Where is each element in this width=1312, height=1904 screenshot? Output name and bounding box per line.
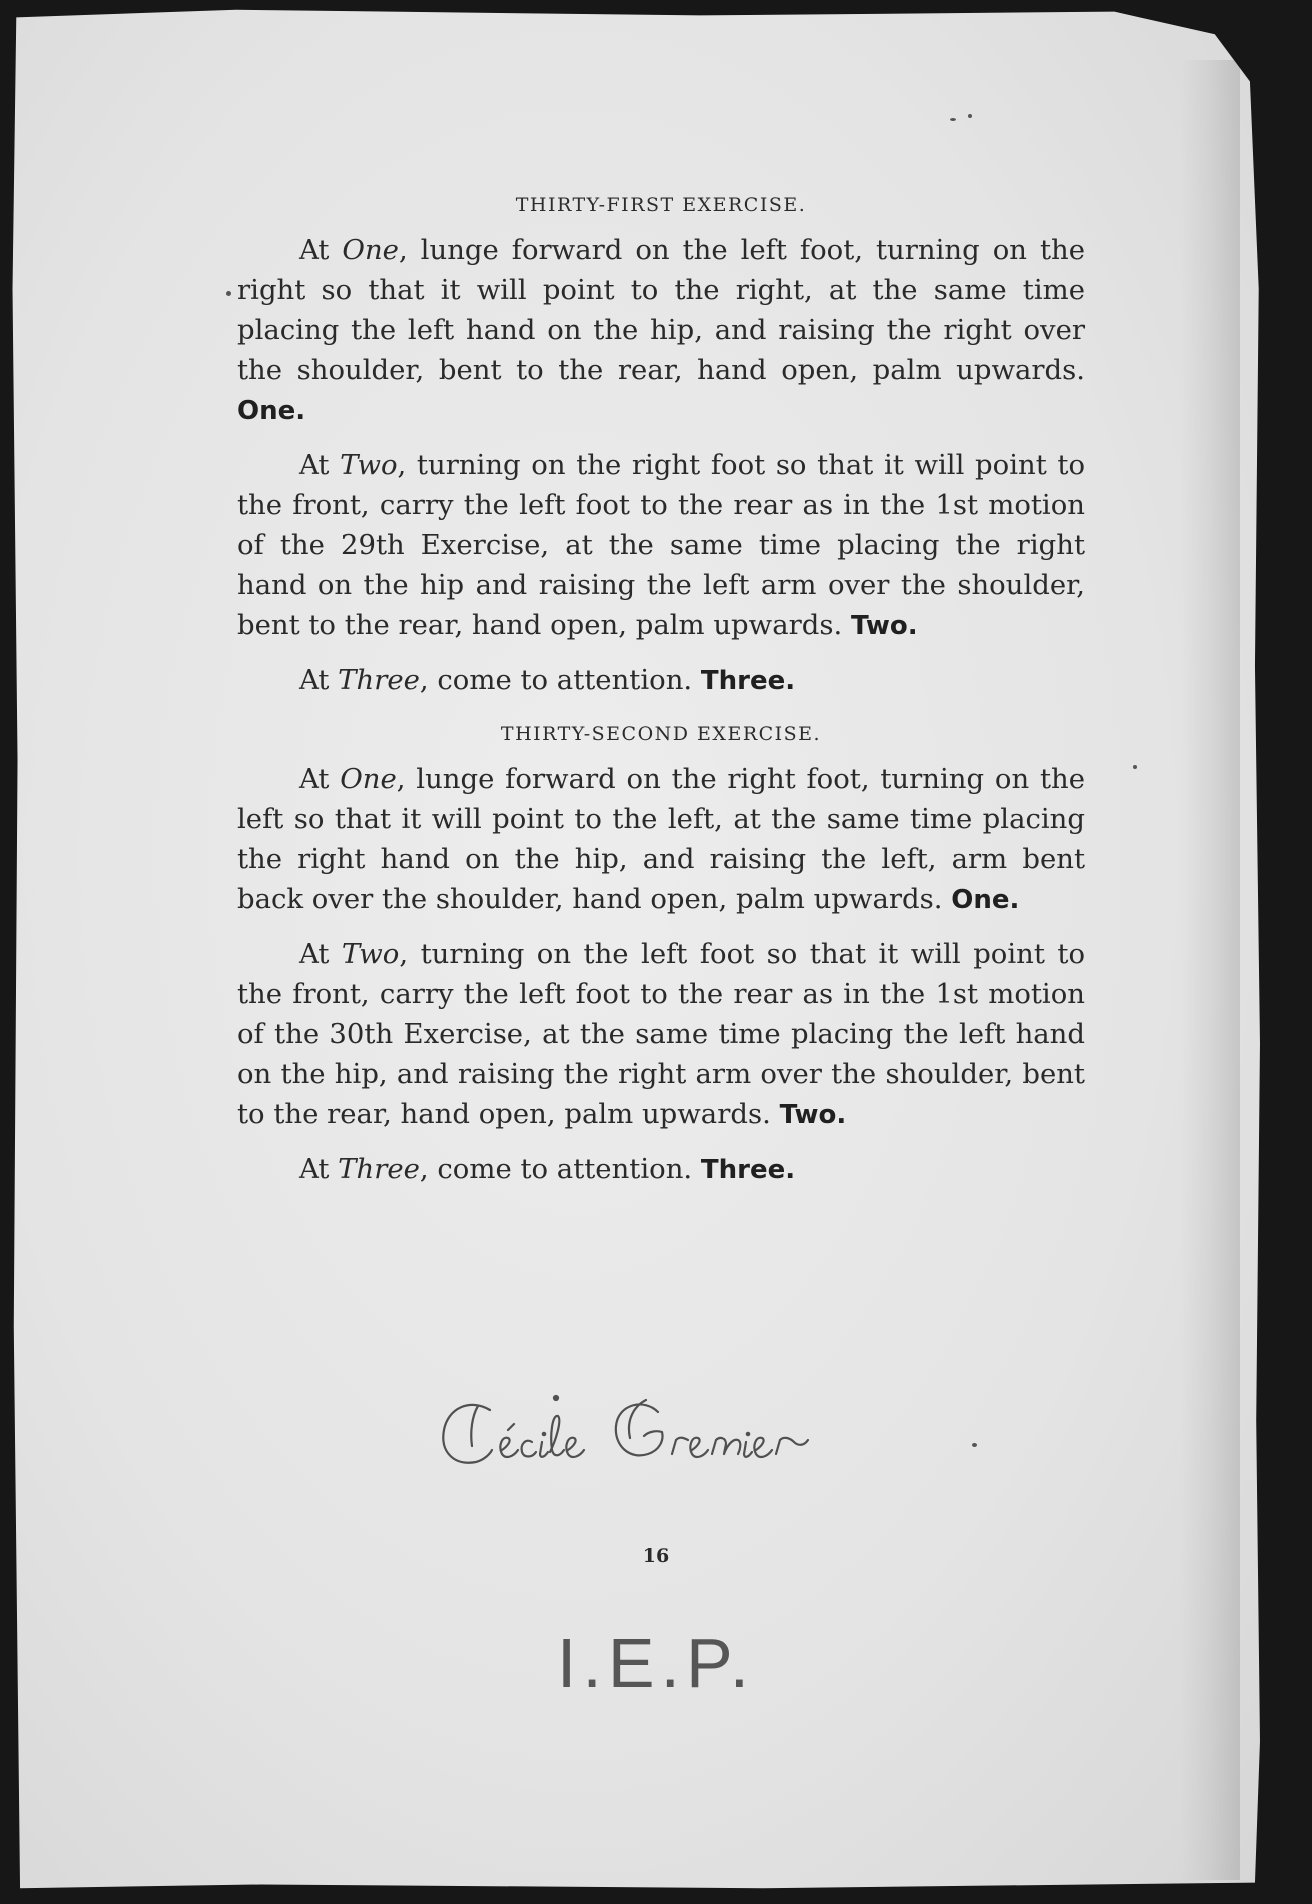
paragraph-prefix: At: [299, 449, 341, 481]
scan-speck: [1133, 765, 1137, 769]
scan-speck: [972, 1443, 977, 1447]
page-text-block: [237, 190, 1085, 1204]
paragraph-32-one: [237, 759, 1085, 920]
paragraph-body: , come to attention.: [419, 1153, 701, 1185]
paragraph-prefix: At: [299, 664, 339, 696]
command-word: One.: [951, 885, 1020, 915]
command-word: Three.: [700, 666, 796, 696]
paragraph-prefix: At: [299, 938, 342, 970]
paragraph-prefix: At: [299, 763, 341, 795]
library-stamp: I.E.P.: [556, 1624, 756, 1702]
paragraph-body: , turning on the left foot so that it will point to the front, carry the left foot to the rear as in the 1st motion of the 30th Exercise, at the same time placing the left hand on the hip, and raising the right arm over the shoulder, bent to the rear, hand open, palm upwards.: [237, 938, 1085, 1130]
paragraph-count-word: Two: [341, 938, 400, 970]
scan-speck: [226, 291, 231, 296]
paragraph-prefix: At: [299, 1153, 339, 1185]
paragraph-count-word: One: [340, 763, 397, 795]
paragraph-32-three: [237, 1149, 1085, 1190]
paragraph-31-three: [237, 660, 1085, 701]
scan-speck: [968, 114, 972, 118]
command-word: One.: [237, 396, 306, 426]
paragraph-body: , lunge forward on the left foot, turning on the right so that it will point to the right, at the same time placing the left hand on the hip, and raising the right over the shoulder, bent to the rear, hand open, palm upwards.: [237, 234, 1085, 386]
scan-speck: [950, 118, 956, 121]
paragraph-count-word: One: [342, 234, 399, 266]
command-word: Three.: [700, 1155, 796, 1185]
handwritten-signature: [420, 1380, 880, 1490]
paragraph-body: , come to attention.: [419, 664, 701, 696]
paragraph-count-word: Three: [338, 1153, 420, 1185]
paragraph-prefix: At: [299, 234, 343, 266]
paragraph-count-word: Three: [338, 664, 420, 696]
paragraph-31-two: [237, 445, 1085, 646]
command-word: Two.: [850, 611, 918, 641]
section-heading-thirty-first: THIRTY-FIRST EXERCISE.: [515, 194, 807, 216]
page-number: 16: [642, 1545, 670, 1567]
paragraph-body: , lunge forward on the right foot, turning on the left so that it will point to the left, at the same time placing the right hand on the hip, and raising the left, arm bent back over the shoulder, hand open, palm upwards.: [237, 763, 1085, 915]
paragraph-32-two: [237, 934, 1085, 1135]
section-heading-thirty-second: THIRTY-SECOND EXERCISE.: [500, 723, 822, 745]
paragraph-body: , turning on the right foot so that it will point to the front, carry the left foot to the rear as in the 1st motion of the 29th Exercise, at the same time placing the right hand on the hip and raising the left arm over the shoulder, bent to the rear, hand open, palm upwards.: [237, 449, 1085, 641]
command-word: Two.: [779, 1100, 847, 1130]
paragraph-31-one: [237, 230, 1085, 431]
paragraph-count-word: Two: [340, 449, 398, 481]
